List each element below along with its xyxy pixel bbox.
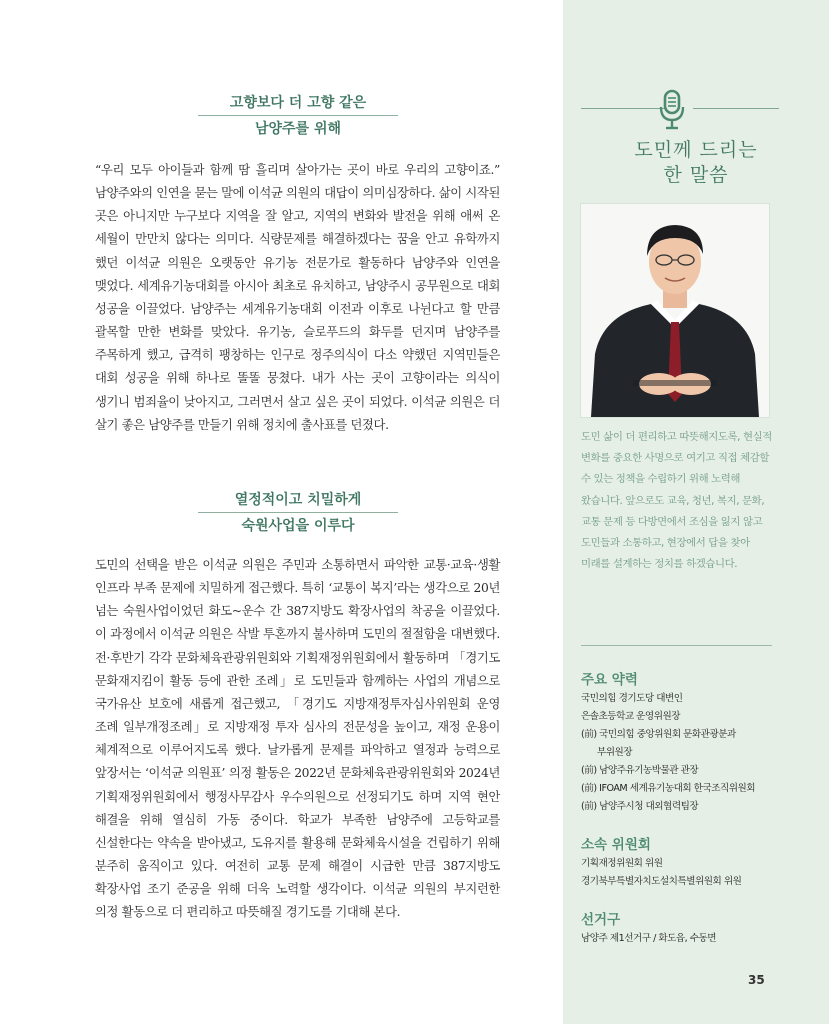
sidebar-title <box>563 138 829 188</box>
section-heading-1 <box>198 92 398 140</box>
career-item: (前) 남양주시청 대외협력팀장 <box>581 801 699 812</box>
section-heading-1-line2: 남양주를 위해 <box>254 121 342 137</box>
sidebar-title-line1: 도민께 드리는 <box>634 139 758 161</box>
committee-heading: 소속 위원회 <box>581 837 651 853</box>
heading-divider <box>198 512 398 513</box>
decorative-line <box>581 108 667 109</box>
district-list <box>581 930 781 948</box>
heading-divider <box>198 115 398 116</box>
career-heading: 주요 약력 <box>581 672 638 688</box>
career-item: (前) IFOAM 세계유기농대회 한국조직위원회 <box>581 783 756 794</box>
district-heading: 선거구 <box>581 912 621 928</box>
article-paragraph-1: “우리 모두 아이들과 함께 땀 흘리며 살아가는 곳이 바로 우리의 고향이죠.” 남양주와의 인연을 묻는 말에 이석균 의원의 대답이 의미심장하다. 삶이 시작된 곳은 아니지만 누구보다 지역을 잘 알고, 지역의 변화와 발전을 위해 애써 온 세월이 만만치 않다는 의미다. 식량문제를 해결하겠다는 꿈을 안고 유학까지 했던 이석균 의원은 오랫동안 유기농 전문가로 활동하다 남양주와 인연을 맺었다. 세계유기농대회를 아시아 최초로 유치하고, 남양주시 공무원으로 대회 성공을 이끌었다. 남양주는 세계유기농대회 이전과 이후로 나뉜다고 할 만큼 괄목할 만한 변화를 맞았다. 유기농, 슬로푸드의 화두를 던지며 남양주를 주목하게 했고, 급격히 팽창하는 인구로 정주의식이 다소 약했던 지역민들은 대회 성공을 위해 하나로 똘똘 뭉쳤다. 내가 사는 곳이 고향이라는 의식이 생기니 범죄율이 낮아지고, 그러면서 살고 싶은 곳이 되었다. 이석균 의원은 더 살기 좋은 남양주를 만들기 위해 정치에 출사표를 던졌다. <box>95 163 500 432</box>
committee-item: 기획재정위원회 위원 <box>581 858 663 869</box>
sidebar-quote: 도민 삶이 더 편리하고 따뜻해지도록, 현실적 변화를 중요한 사명으로 여기고 직접 체감할 수 있는 정책을 수립하기 위해 노력해 왔습니다. 앞으로도 교육, 청년, 복지, 문화, 교통 문제 등 다방면에서 조심을 잃지 않고 도민들과 소통하고, 현장에서 답을 찾아 미래를 설계하는 정치를 하겠습니다. <box>581 431 772 571</box>
section-heading-2-line1: 열정적이고 치밀하게 <box>234 492 362 508</box>
section-heading-2 <box>198 489 398 537</box>
career-item: 은솔초등학교 운영위원장 <box>581 711 680 722</box>
microphone-icon <box>657 88 687 130</box>
decorative-line <box>693 108 779 109</box>
page-number: 35 <box>748 973 765 987</box>
committee-list <box>581 855 781 891</box>
section-heading-1-line1: 고향보다 더 고향 같은 <box>229 95 367 111</box>
sidebar-divider <box>581 645 772 646</box>
career-item: (前) 국민의힘 중앙위원회 문화관광분과 <box>581 729 736 740</box>
article-paragraph-2: 도민의 선택을 받은 이석균 의원은 주민과 소통하면서 파악한 교통·교육·생활 인프라 부족 문제에 치밀하게 접근했다. 특히 ‘교통이 복지’라는 생각으로 20년 넘는 숙원사업이었던 화도~운수 간 387지방도 확장사업의 착공을 이끌었다. 이 과정에서 이석균 의원은 삭발 투혼까지 불사하며 도민의 절절함을 대변했다. 전·후반기 각각 문화체육관광위원회와 기획재정위원회에서 활동하며 「경기도 문화재지킴이 활동 등에 관한 조례」로 도민들과 함께하는 사업의 개념으로 국가유산 보호에 새롭게 접근했고, 「경기도 지방재정투자심사위원회 운영 조례 일부개정조례」로 지방재정 투자 심사의 전문성을 높이고, 재정 운용이 체계적으로 이루어지도록 했다. 날카롭게 문제를 파악하고 열정과 능력으로 앞장서는 ‘이석균 의원표’ 의정 활동은 2022년 문화체육관광위원회와 2024년 기획재정위원회에서 행정사무감사 우수의원으로 선정되기도 하며 지역 현안 해결을 위해 열심히 가동 중이다. 학교가 부족한 남양주에 고등학교를 신설한다는 약속을 받아냈고, 도유지를 활용해 문화체육시설을 건립하기 위해 분주히 움직이고 있다. 여전히 교통 문제 해결이 시급한 만큼 387지방도 확장사업 조기 준공을 위해 더욱 노력할 생각이다. 이석균 의원의 부지런한 의정 활동으로 더 편리하고 따뜻해질 경기도를 기대해 본다. <box>95 558 500 920</box>
career-list <box>581 690 781 816</box>
district-item: 남양주 제1선거구 / 화도읍, 수동면 <box>581 933 717 944</box>
committee-item: 경기북부특별자치도설치특별위원회 위원 <box>581 876 742 887</box>
portrait-photo <box>580 203 770 418</box>
section-heading-2-line2: 숙원사업을 이루다 <box>241 518 355 534</box>
career-item: 국민의힘 경기도당 대변인 <box>581 693 683 704</box>
sidebar-title-line2: 한 말씀 <box>663 164 729 186</box>
career-item: 부위원장 <box>597 747 633 758</box>
career-item: (前) 남양주유기농박물관 관장 <box>581 765 699 776</box>
